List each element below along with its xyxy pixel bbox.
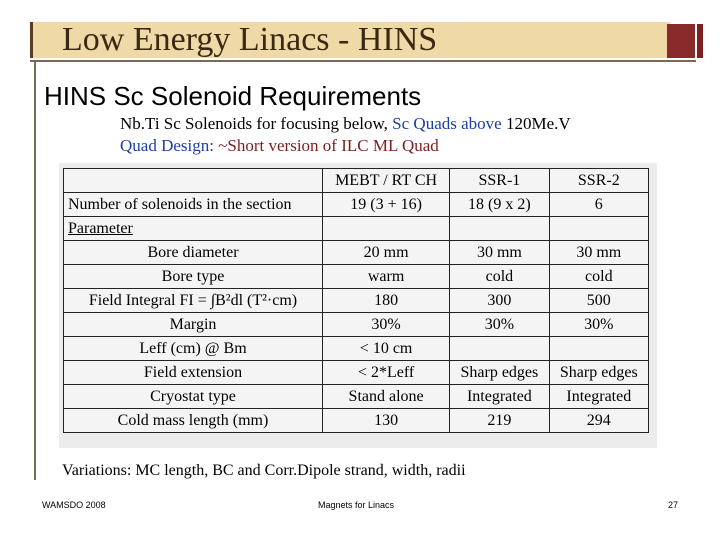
row-label: Bore type [64,265,323,289]
table-row [64,337,649,361]
table-row [64,313,649,337]
footer-conference: WAMSDO 2008 [42,500,106,510]
table-row [64,385,649,409]
table-cell: < 2*Leff [323,361,450,385]
solenoid-note-part3: 120Me.V [501,114,571,133]
table-cell: 30% [549,313,648,337]
table-cell [549,217,648,241]
table-cell: Sharp edges [450,361,549,385]
table-cell: 30 mm [549,241,648,265]
table-cell [549,337,648,361]
row-label: Number of solenoids in the section [64,193,323,217]
table-header-cell [64,169,323,193]
corner-accent-box [667,24,695,58]
table-cell: cold [450,265,549,289]
slide-title: Low Energy Linacs - HINS [62,21,438,58]
row-label: Leff (cm) @ Bm [64,337,323,361]
table-header-row [64,169,649,193]
row-label: Margin [64,313,323,337]
table-cell: 20 mm [323,241,450,265]
table-cell: 300 [450,289,549,313]
table-row [64,217,649,241]
table-cell: 30% [450,313,549,337]
row-label: Field Integral FI = ∫B²dl (T²·cm) [64,289,323,313]
table-cell: warm [323,265,450,289]
table-header-cell: SSR-2 [549,169,648,193]
table-header-cell: SSR-1 [450,169,549,193]
quad-design-label: Quad Design: [120,136,214,155]
footer-topic: Magnets for Linacs [318,500,395,510]
table-cell: Integrated [450,385,549,409]
table-cell: Stand alone [323,385,450,409]
row-label: Bore diameter [64,241,323,265]
table-row [64,361,649,385]
table-row [64,289,649,313]
table-row [64,193,649,217]
title-bar-rule [30,22,33,58]
row-label: Parameter [64,217,323,241]
table-cell [450,217,549,241]
table-cell: 30 mm [450,241,549,265]
table-cell: 6 [549,193,648,217]
table-cell: < 10 cm [323,337,450,361]
page-number: 27 [668,500,679,510]
table-cell [450,337,549,361]
table-cell: 30% [323,313,450,337]
table-cell: 180 [323,289,450,313]
row-label: Field extension [64,361,323,385]
quad-design-note [120,136,439,156]
requirements-table [63,168,649,433]
table-cell: cold [549,265,648,289]
table-cell: 294 [549,409,648,433]
table-cell: 19 (3 + 16) [323,193,450,217]
variations-note: Variations: MC length, BC and Corr.Dipole strand, width, radii [62,462,466,479]
table-cell [323,217,450,241]
quad-design-text: ~Short version of ILC ML Quad [213,136,439,155]
corner-accent-edge [697,24,703,58]
row-label: Cryostat type [64,385,323,409]
solenoid-note-part1: Nb.Ti Sc Solenoids for focusing below, [120,114,393,133]
table-cell: 219 [450,409,549,433]
header-divider [30,60,696,62]
table-cell: 130 [323,409,450,433]
table-cell: 500 [549,289,648,313]
table-row [64,409,649,433]
table-row [64,265,649,289]
solenoid-note [120,114,571,134]
table-header-cell: MEBT / RT CH [323,169,450,193]
table-cell: Sharp edges [549,361,648,385]
row-label: Cold mass length (mm) [64,409,323,433]
slide-subtitle: HINS Sc Solenoid Requirements [44,81,422,111]
solenoid-note-highlight: Sc Quads above [392,114,502,133]
left-divider [34,60,36,480]
table-cell: Integrated [549,385,648,409]
table-cell: 18 (9 x 2) [450,193,549,217]
table-row [64,241,649,265]
